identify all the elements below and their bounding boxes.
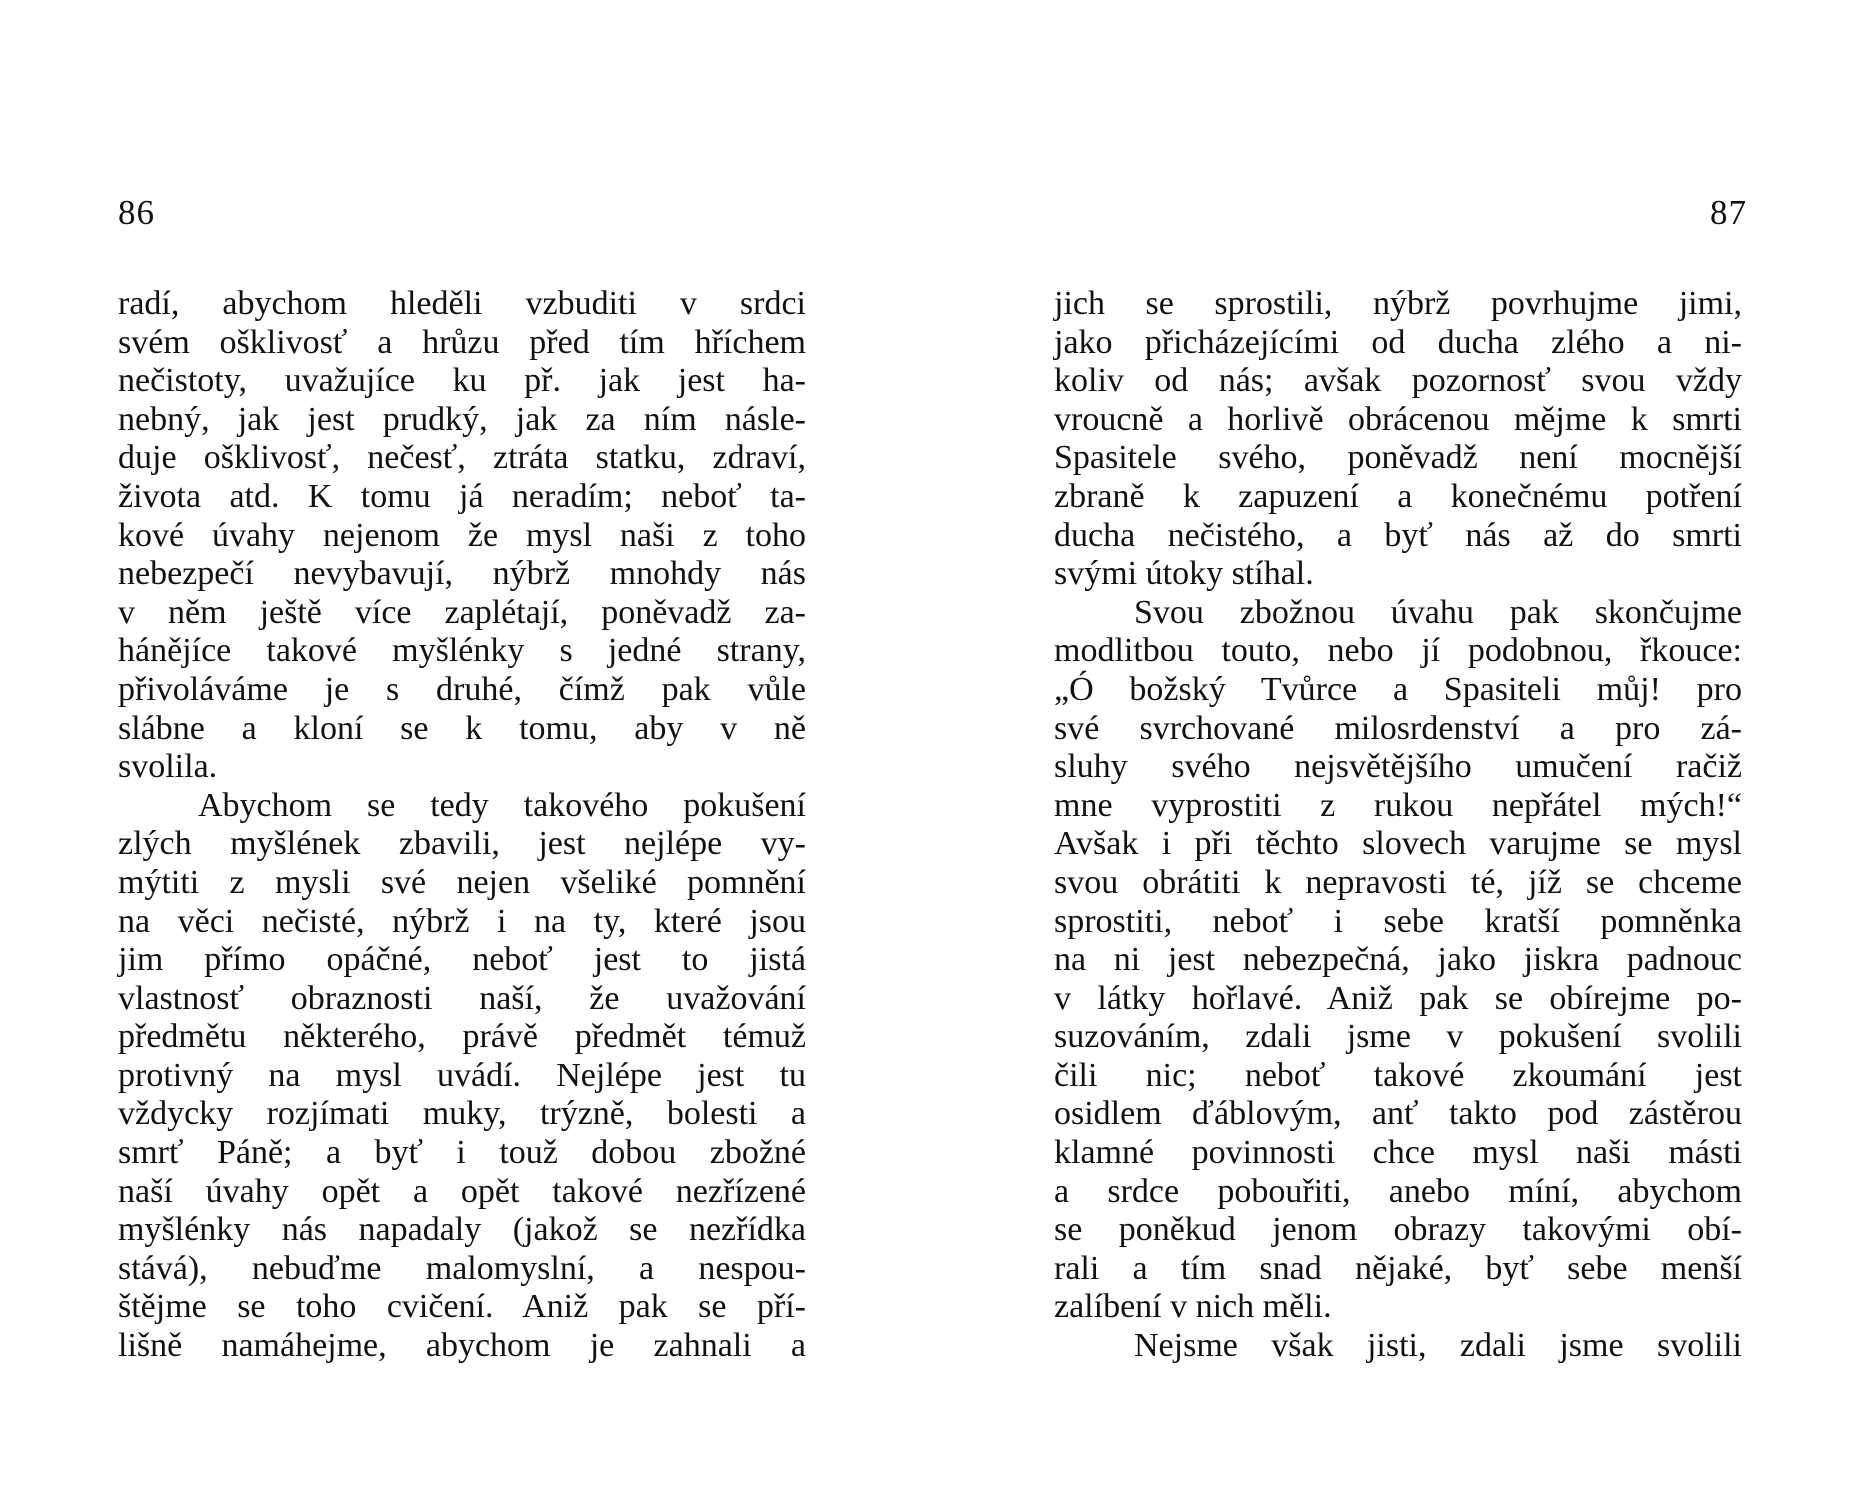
- text-line: jich se sprostili, nýbrž povrhujme jimi,: [1054, 285, 1742, 322]
- left-page-text: [118, 285, 806, 1366]
- text-line: vlastnosť obraznosti naší, že uvažování: [118, 979, 806, 1017]
- text-line: na ni jest nebezpečná, jako jiskra padnouc: [1054, 941, 1742, 979]
- text-line: sprostiti, neboť i sebe kratší pomněnka: [1054, 902, 1742, 940]
- text-line: myšlénky nás napadaly (jakož se nezřídka: [118, 1211, 806, 1249]
- text-line: vroucně a horlivě obrácenou mějme k smrti: [1054, 400, 1742, 438]
- text-line: předmětu některého, právě předmět témuž: [118, 1018, 806, 1056]
- text-line: klamné povinnosti chce mysl naši másti: [1054, 1134, 1742, 1172]
- text-line: vždycky rozjímati muky, trýzně, bolesti a: [118, 1095, 806, 1133]
- text-line: Abychom se tedy takového pokušení: [198, 786, 806, 824]
- text-line: zbraně k zapuzení a konečnému potření: [1054, 477, 1742, 515]
- text-line: modlitbou touto, nebo jí podobnou, řkouce:: [1054, 632, 1742, 670]
- text-line: duje ošklivosť, nečesť, ztráta statku, zdraví,: [118, 439, 806, 477]
- text-line: nebezpečí nevybavují, nýbrž mnohdy nás: [118, 555, 806, 593]
- text-line: nebný, jak jest prudký, jak za ním násle-: [118, 400, 806, 438]
- text-line: přivoláváme je s druhé, čímž pak vůle: [118, 670, 806, 708]
- text-line: své svrchované milosrdenství a pro zá-: [1054, 709, 1742, 747]
- right-page: [927, 0, 1854, 1500]
- text-line: Spasitele svého, poněvadž není mocnější: [1054, 439, 1742, 477]
- text-line: Nejsme však jisti, zdali jsme svolili: [1134, 1327, 1742, 1365]
- text-line: zlých myšlének zbavili, jest nejlépe vy-: [118, 825, 806, 863]
- text-line: v látky hořlavé. Aniž pak se obírejme po-: [1054, 979, 1742, 1017]
- text-line: štějme se toho cvičení. Aniž pak se pří-: [118, 1288, 806, 1326]
- text-line: sluhy svého nejsvětějšího umučení račiž: [1054, 748, 1742, 786]
- text-line: nečistoty, uvažujíce ku př. jak jest ha-: [118, 362, 806, 400]
- text-line: hánějíce takové myšlénky s jedné strany,: [118, 632, 806, 670]
- text-line: v něm ještě více zaplétají, poněvadž za-: [118, 593, 806, 631]
- text-line: kové úvahy nejenom že mysl naši z toho: [118, 516, 806, 554]
- text-line: mýtiti z mysli své nejen všeliké pomnění: [118, 863, 806, 901]
- page-number-left: 86: [118, 193, 155, 232]
- text-line: a srdce pobouřiti, anebo míní, abychom: [1054, 1172, 1742, 1210]
- text-line: suzováním, zdali jsme v pokušení svolili: [1054, 1018, 1742, 1056]
- right-page-text: [1054, 285, 1742, 1366]
- text-line: čili nic; neboť takové zkoumání jest: [1054, 1056, 1742, 1094]
- text-line: smrť Páně; a byť i touž dobou zbožné: [118, 1134, 806, 1172]
- text-line: ducha nečistého, a byť nás až do smrti: [1054, 516, 1742, 554]
- text-line: života atd. K tomu já neradím; neboť ta-: [118, 477, 806, 515]
- text-line: svými útoky stíhal.: [1054, 555, 1314, 593]
- text-line: svolila.: [118, 748, 218, 786]
- text-line: svém ošklivosť a hrůzu před tím hříchem: [118, 323, 806, 361]
- text-line: radí, abychom hleděli vzbuditi v srdci: [118, 285, 806, 322]
- text-line: Svou zbožnou úvahu pak skončujme: [1134, 593, 1742, 631]
- text-line: mne vyprostiti z rukou nepřátel mých!“: [1054, 786, 1742, 824]
- text-line: jim přímo opáčné, neboť jest to jistá: [118, 941, 806, 979]
- text-line: osidlem ďáblovým, anť takto pod zástěrou: [1054, 1095, 1742, 1133]
- text-line: zalíbení v nich měli.: [1054, 1288, 1332, 1326]
- text-line: lišně namáhejme, abychom je zahnali a: [118, 1327, 806, 1365]
- page-number-right: 87: [1710, 193, 1747, 232]
- text-line: rali a tím snad nějaké, byť sebe menší: [1054, 1249, 1742, 1287]
- text-line: se poněkud jenom obrazy takovými obí-: [1054, 1211, 1742, 1249]
- text-line: stává), nebuďme malomyslní, a nespou-: [118, 1249, 806, 1287]
- text-line: koliv od nás; avšak pozornosť svou vždy: [1054, 362, 1742, 400]
- text-line: svou obrátiti k nepravosti té, jíž se chceme: [1054, 863, 1742, 901]
- text-line: naší úvahy opět a opět takové nezřízené: [118, 1172, 806, 1210]
- text-line: „Ó božský Tvůrce a Spasiteli můj! pro: [1054, 670, 1742, 708]
- text-line: Avšak i při těchto slovech varujme se mysl: [1054, 825, 1742, 863]
- text-line: slábne a kloní se k tomu, aby v ně: [118, 709, 806, 747]
- text-line: jako přicházejícími od ducha zlého a ni-: [1054, 323, 1742, 361]
- text-line: na věci nečisté, nýbrž i na ty, které jsou: [118, 902, 806, 940]
- text-line: protivný na mysl uvádí. Nejlépe jest tu: [118, 1056, 806, 1094]
